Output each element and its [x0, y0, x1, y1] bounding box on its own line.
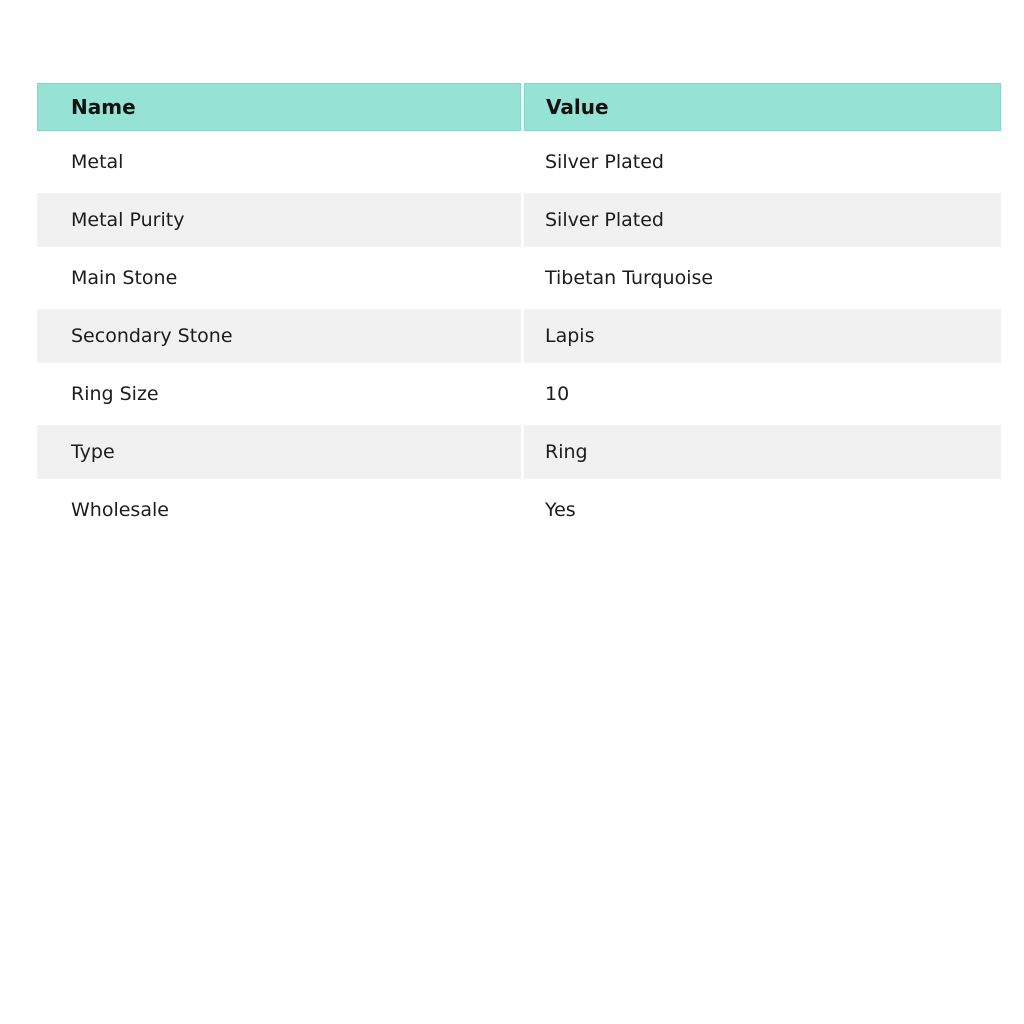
- table-row: [37, 251, 1001, 305]
- attribute-value-cell: Ring: [524, 425, 1001, 479]
- attribute-name-cell: Secondary Stone: [37, 309, 521, 363]
- attribute-value-cell: Tibetan Turquoise: [524, 251, 1001, 305]
- attribute-value-cell: Silver Plated: [524, 135, 1001, 189]
- table-row: [37, 425, 1001, 479]
- table-row: [37, 193, 1001, 247]
- attribute-name-cell: Wholesale: [37, 483, 521, 537]
- attribute-name-cell: Ring Size: [37, 367, 521, 421]
- table-row: [37, 135, 1001, 189]
- attribute-value-cell: Yes: [524, 483, 1001, 537]
- attribute-name-cell: Main Stone: [37, 251, 521, 305]
- attribute-name-cell: Metal Purity: [37, 193, 521, 247]
- attribute-value-cell: Lapis: [524, 309, 1001, 363]
- product-attributes-table: [34, 79, 1004, 541]
- attribute-value-cell: Silver Plated: [524, 193, 1001, 247]
- table-header-row: [37, 83, 1001, 131]
- attribute-value-cell: 10: [524, 367, 1001, 421]
- table-row: [37, 367, 1001, 421]
- column-header-name: Name: [37, 83, 521, 131]
- column-header-value: Value: [524, 83, 1001, 131]
- table-head: [37, 83, 1001, 131]
- table-row: [37, 309, 1001, 363]
- table-body: [37, 135, 1001, 537]
- attribute-name-cell: Type: [37, 425, 521, 479]
- table-row: [37, 483, 1001, 537]
- attribute-name-cell: Metal: [37, 135, 521, 189]
